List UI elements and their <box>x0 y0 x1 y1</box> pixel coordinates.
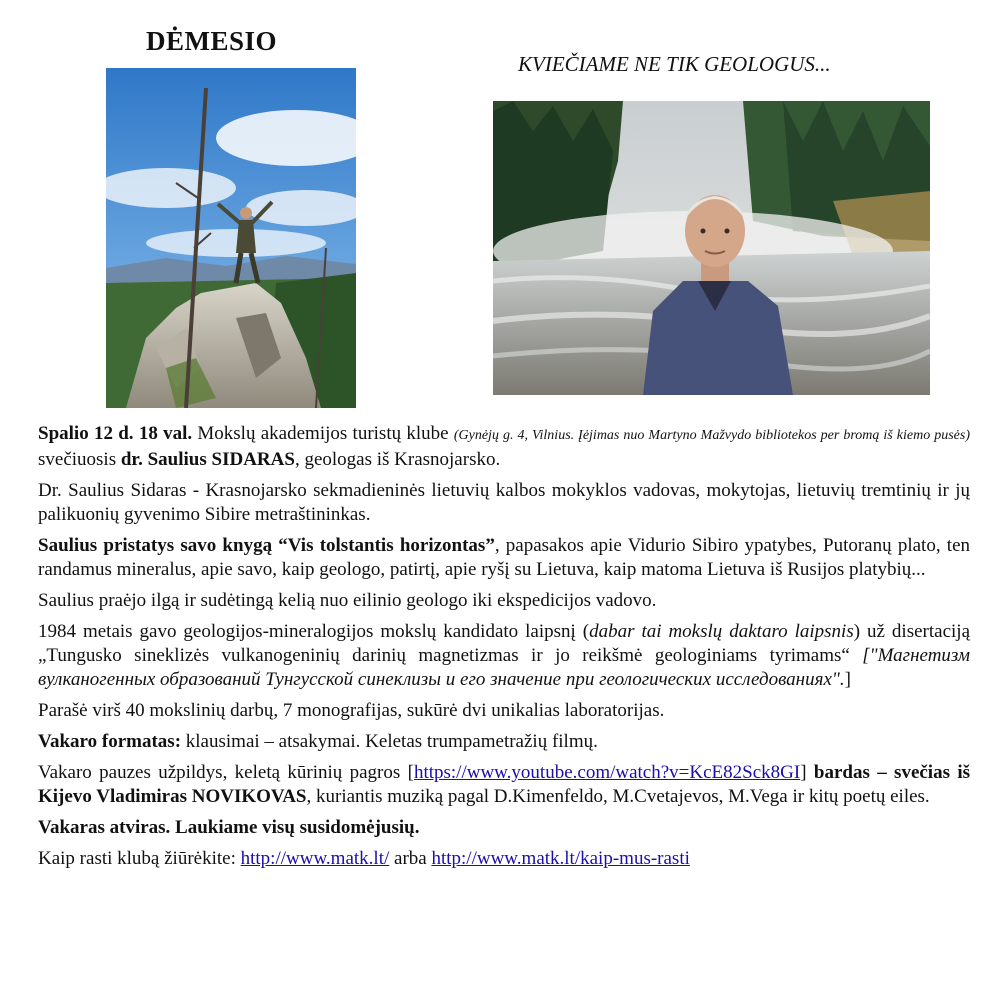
event-date: Spalio 12 d. 18 val. <box>38 423 193 444</box>
club-link[interactable]: http://www.matk.lt/ <box>240 848 390 869</box>
dissertation-note: dabar tai mokslų daktaro laipsnis <box>589 621 854 642</box>
guest-name: dr. Saulius SIDARAS <box>120 449 295 470</box>
book-announcement: Saulius pristatys savo knygą “Vis tolstantis horizontas” <box>38 535 495 556</box>
paragraph-bio: Dr. Saulius Sidaras - Krasnojarsko sekmadieninės lietuvių kalbos mokyklos vadovas, mokytojas, lietuvių tremtinių ir jų palikuonių gyvenimo Sibire metraštininkas. <box>38 480 970 525</box>
paragraph-event-intro <box>38 422 970 472</box>
dissertation-a: 1984 metais gavo geologijos-mineralogijos mokslų kandidato laipsnį ( <box>38 621 590 642</box>
guest-post: , geologas iš Krasnojarsko. <box>294 449 501 470</box>
music-a: Vakaro pauzes užpildys, keletą kūrinių pagros [ <box>38 762 414 783</box>
paragraph-works: Parašė virš 40 mokslinių darbų, 7 monografijas, sukūrė dvi unikalias laboratorijas. <box>38 700 665 721</box>
format-label: Vakaro formatas: <box>38 731 182 752</box>
paragraph-music <box>38 761 970 809</box>
page-title: DĖMESIO <box>146 26 278 56</box>
venue-address: (Gynėjų g. 4, Vilnius. Įėjimas nuo Martyno Mažvydo bibliotekos per bromą iš kiemo pusės) <box>453 428 970 443</box>
paragraph-dissertation <box>38 620 970 692</box>
paragraph-directions <box>38 847 970 871</box>
music-c: , kuriantis muziką pagal D.Kimenfeldo, M.Cvetajevos, M.Vega ir kitų poetų eiles. <box>306 786 930 807</box>
music-b: ] <box>800 762 814 783</box>
dissertation-end: ] <box>844 669 851 690</box>
format-text: klausimai – atsakymai. Keletas trumpametražių filmų. <box>181 731 598 752</box>
youtube-link[interactable]: https://www.youtube.com/watch?v=KcE82Sck8GI <box>413 762 801 783</box>
guest-pre: svečiuosis <box>38 449 121 470</box>
paragraph-book <box>38 534 970 582</box>
paragraph-open <box>38 816 970 840</box>
dissertation-b: ) už disertaciją „Tungusko sineklizės vulkanogeninių darinių magnetizmas ir jo reikšmė geologiniams tyrimams“ <box>38 621 970 666</box>
bard-name: bardas – svečias iš Kijevo Vladimiras NOVIKOVAS <box>38 762 970 807</box>
page-subtitle: KVIEČIAME NE TIK GEOLOGUS... <box>518 52 831 76</box>
how-to-find-link[interactable]: http://www.matk.lt/kaip-mus-rasti <box>431 848 690 869</box>
directions-a: Kaip rasti klubą žiūrėkite: <box>38 848 241 869</box>
paragraph-format <box>38 730 970 754</box>
event-description <box>38 422 970 878</box>
directions-b: arba <box>389 848 432 869</box>
open-evening-text: Vakaras atviras. Laukiame visų susidomėjusių. <box>38 817 420 838</box>
event-venue: Mokslų akademijos turistų klube <box>192 423 454 444</box>
dissertation-russian-title: ["Магнетизм вулканогенных образований Тунгусской синеклизы и его значение при геологических исследованиях". <box>38 645 970 690</box>
man-by-misty-river-photo <box>493 101 930 395</box>
book-topics: , papasakos apie Vidurio Sibiro ypatybes, Putoranų plato, ten randamus mineralus, apie savo, kaip geologo, patirtį, apie ryšį su Lietuva, kaip matoma Lietuva iš Rusijos platybių... <box>38 535 971 580</box>
man-on-rocky-peak-photo <box>106 68 356 408</box>
paragraph-career: Saulius praėjo ilgą ir sudėtingą kelią nuo eilinio geologo iki ekspedicijos vadovo. <box>38 590 657 611</box>
